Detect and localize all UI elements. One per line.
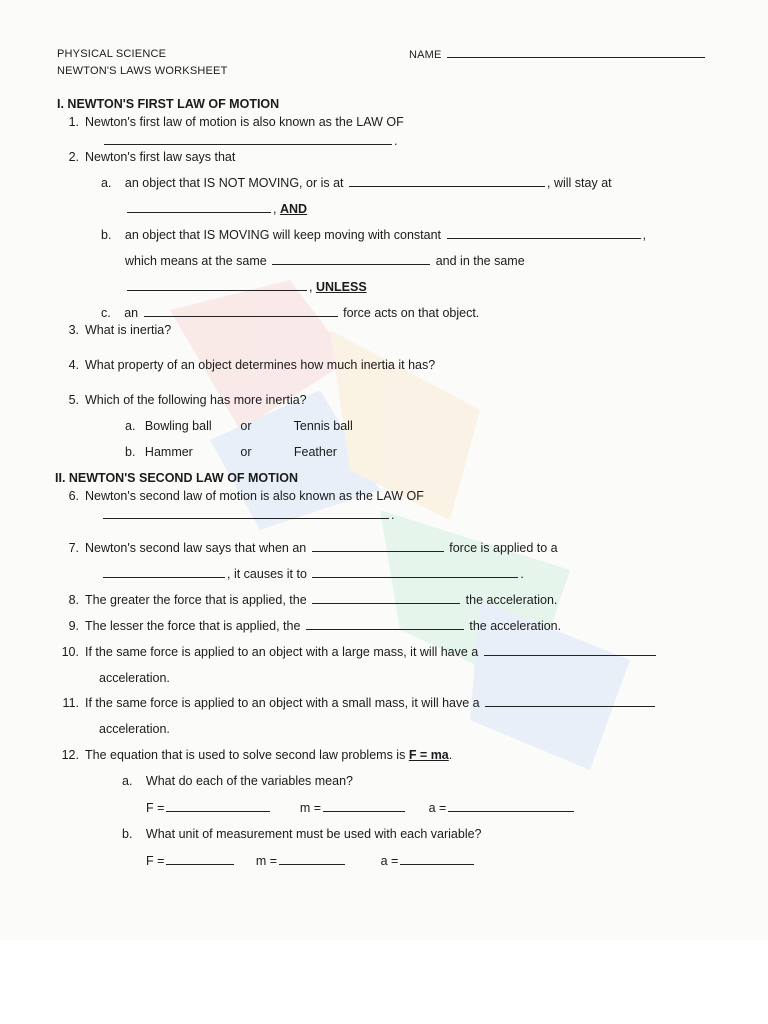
- question-number: 5.: [68, 393, 79, 407]
- answer-blank: [349, 175, 545, 187]
- course-title: PHYSICAL SCIENCE: [57, 48, 167, 60]
- answer-blank: [144, 305, 338, 317]
- section-1-title: I. NEWTON'S FIRST LAW OF MOTION: [57, 97, 280, 111]
- question-text: Which of the following has more inertia?: [85, 393, 307, 407]
- or-text: or: [240, 445, 252, 459]
- sub-text: an object that IS NOT MOVING, or is at: [124, 176, 344, 190]
- answer-blank: [312, 540, 444, 552]
- question-text: The equation that is used to solve second law problems is: [85, 748, 406, 762]
- sub-text: an object that IS MOVING will keep moving with constant: [124, 228, 442, 242]
- sub-text: What do each of the variables mean?: [145, 774, 353, 788]
- question-text: .: [448, 748, 453, 762]
- question-text: Newton's first law of motion is also known as the LAW OF: [85, 115, 404, 129]
- option-2: Tennis ball: [293, 419, 353, 433]
- and-keyword: AND: [279, 202, 308, 216]
- question-number: 6.: [68, 489, 79, 503]
- a-blank: [448, 800, 574, 812]
- watermark-graphic: [150, 270, 670, 790]
- question-8: [57, 592, 557, 608]
- question-1-answer: .: [102, 133, 397, 149]
- question-number: 8.: [68, 593, 79, 607]
- answer-blank: [484, 644, 656, 656]
- question-number: 12.: [61, 748, 79, 762]
- question-2b-line3: , UNLESS: [125, 279, 367, 295]
- answer-blank: [312, 566, 518, 578]
- answer-blank: [306, 618, 464, 630]
- question-2a-answer: , AND: [125, 201, 307, 217]
- question-text: What is inertia?: [85, 323, 172, 337]
- question-number: 3.: [68, 323, 79, 337]
- sub-letter: b.: [122, 827, 133, 841]
- answer-blank: [485, 695, 655, 707]
- sub-letter: b.: [101, 228, 112, 242]
- answer-blank: [127, 279, 307, 291]
- sub-text: which means at the same: [125, 254, 267, 268]
- equation: F = ma: [408, 748, 449, 762]
- answer-blank: [103, 507, 389, 519]
- question-text: Newton's second law says that when an: [85, 541, 307, 555]
- answer-blank: [272, 253, 430, 265]
- question-number: 10.: [61, 645, 79, 659]
- answer-blank: [103, 566, 225, 578]
- question-text: force is applied to a: [449, 541, 558, 555]
- f-label: F =: [146, 854, 165, 868]
- sub-letter: a.: [122, 774, 133, 788]
- question-2b: b. an object that IS MOVING will keep moving with constant ,: [101, 228, 647, 242]
- f-blank: [166, 800, 270, 812]
- question-5b: [125, 444, 337, 460]
- question-11-line2: acceleration.: [99, 722, 170, 736]
- question-text: , it causes it to: [227, 567, 307, 581]
- question-text: If the same force is applied to an object with a large mass, it will have a: [85, 645, 479, 659]
- question-number: 7.: [68, 541, 79, 555]
- answer-blank: [312, 592, 460, 604]
- answer-blank: [447, 227, 641, 239]
- question-12b: [122, 826, 482, 842]
- sub-text: and in the same: [435, 254, 525, 268]
- question-5a: [125, 418, 353, 434]
- question-number: 11.: [62, 696, 79, 710]
- option-1: Bowling ball: [144, 419, 212, 433]
- question-number: 9.: [68, 619, 79, 633]
- option-1: Hammer: [144, 445, 193, 459]
- m-label: m =: [255, 854, 278, 868]
- question-7: [57, 540, 558, 556]
- question-12a: [122, 773, 353, 789]
- name-field: [409, 46, 707, 63]
- question-5: [57, 392, 307, 408]
- question-10-line2: acceleration.: [99, 671, 170, 685]
- a-blank: [400, 853, 474, 865]
- question-2b-line2: [125, 253, 525, 269]
- question-12: [51, 747, 452, 763]
- sub-text: force acts on that object.: [343, 306, 480, 320]
- f-label: F =: [146, 801, 165, 815]
- sub-text: What unit of measurement must be used with each variable?: [145, 827, 482, 841]
- option-2: Feather: [293, 445, 337, 459]
- question-9: [57, 618, 561, 634]
- question-11: [51, 695, 657, 711]
- section-2-title: II. NEWTON'S SECOND LAW OF MOTION: [55, 471, 299, 485]
- question-text: the acceleration.: [469, 619, 562, 633]
- question-number: 1.: [68, 115, 79, 129]
- sub-text: an: [124, 306, 139, 320]
- answer-blank: [104, 133, 392, 145]
- answer-blank: [127, 201, 271, 213]
- question-12a-answers: [146, 800, 576, 816]
- question-text: What property of an object determines how much inertia it has?: [85, 358, 436, 372]
- m-blank: [279, 853, 345, 865]
- name-blank: [447, 46, 705, 58]
- m-label: m =: [299, 801, 322, 815]
- question-text: The greater the force that is applied, the: [85, 593, 307, 607]
- name-label: NAME: [409, 49, 442, 61]
- question-12b-answers: [146, 853, 476, 869]
- sub-letter: c.: [101, 306, 111, 320]
- question-number: 4.: [68, 358, 79, 372]
- or-text: or: [240, 419, 252, 433]
- question-10: [51, 644, 658, 660]
- sub-letter: a.: [101, 176, 112, 190]
- question-text: the acceleration.: [465, 593, 558, 607]
- question-number: 2.: [68, 150, 79, 164]
- question-2a: [101, 175, 612, 191]
- question-3: [57, 322, 171, 338]
- question-text: Newton's first law says that: [85, 150, 236, 164]
- m-blank: [323, 800, 405, 812]
- question-6: [57, 488, 424, 504]
- question-2: [57, 149, 235, 165]
- question-text: The lesser the force that is applied, the: [85, 619, 301, 633]
- question-2c: [101, 305, 479, 321]
- sub-letter: b.: [125, 445, 136, 459]
- unless-keyword: UNLESS: [315, 280, 367, 294]
- a-label: a =: [380, 854, 399, 868]
- sub-letter: a.: [125, 419, 136, 433]
- worksheet-title: NEWTON'S LAWS WORKSHEET: [57, 65, 228, 77]
- question-6-answer: .: [101, 507, 394, 523]
- question-1: [57, 114, 404, 130]
- question-4: [57, 357, 435, 373]
- question-7-line2: , it causes it to .: [101, 566, 524, 582]
- question-text: Newton's second law of motion is also known as the LAW OF: [85, 489, 424, 503]
- question-text: If the same force is applied to an object with a small mass, it will have a: [85, 696, 480, 710]
- sub-text: , will stay at: [547, 176, 612, 190]
- a-label: a =: [428, 801, 447, 815]
- f-blank: [166, 853, 234, 865]
